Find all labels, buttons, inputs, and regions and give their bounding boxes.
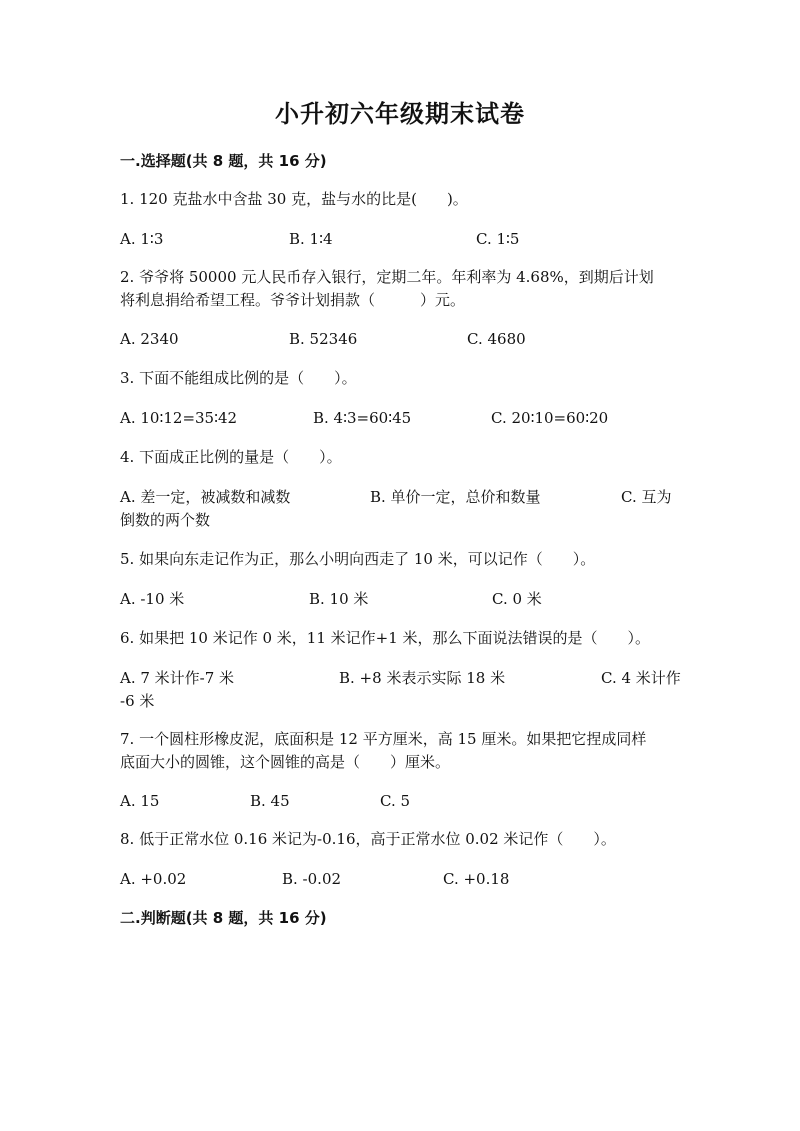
question-2-line-2: 将利息捐给希望工程。爷爷计划捐款（ ）元。 [120, 291, 466, 309]
question-5-option-a: A. -10 米 [120, 590, 185, 608]
question-4: 4. 下面成正比例的量是（ ）。 [120, 448, 342, 466]
question-4-option-a: A. 差一定，被减数和减数 [120, 488, 291, 506]
question-7-option-a: A. 15 [120, 792, 160, 810]
question-8: 8. 低于正常水位 0.16 米记为-0.16，高于正常水位 0.02 米记作（ ）。 [120, 830, 616, 848]
question-4-option-b: B. 单价一定，总价和数量 [370, 488, 541, 506]
question-5-option-c: C. 0 米 [492, 590, 542, 608]
question-5-option-b: B. 10 米 [309, 590, 369, 608]
question-3-option-b: B. 4∶3=60∶45 [313, 409, 412, 427]
question-6: 6. 如果把 10 米记作 0 米，11 米记作+1 米，那么下面说法错误的是（ ）。 [120, 629, 651, 647]
question-7-option-c: C. 5 [380, 792, 411, 810]
question-1-option-b: B. 1∶4 [289, 230, 333, 248]
question-1: 1. 120 克盐水中含盐 30 克，盐与水的比是( )。 [120, 190, 468, 208]
page-title: 小升初六年级期末试卷 [275, 99, 525, 128]
question-4-option-c-wrap: 倒数的两个数 [120, 511, 211, 529]
question-6-option-c: C. 4 米计作 [601, 669, 681, 687]
question-7-line-2: 底面大小的圆锥，这个圆锥的高是（ ）厘米。 [120, 753, 451, 771]
question-2-line-1: 2. 爷爷将 50000 元人民币存入银行，定期二年。年利率为 4.68%，到期后计划 [120, 268, 654, 286]
question-2-option-c: C. 4680 [467, 330, 526, 348]
question-3-option-c: C. 20∶10=60∶20 [491, 409, 609, 427]
question-1-option-a: A. 1∶3 [120, 230, 164, 248]
question-6-option-c-wrap: -6 米 [120, 692, 155, 710]
question-3: 3. 下面不能组成比例的是（ ）。 [120, 369, 357, 387]
question-4-option-c: C. 互为 [621, 488, 672, 506]
question-3-option-a: A. 10∶12=35∶42 [120, 409, 238, 427]
question-5: 5. 如果向东走记作为正，那么小明向西走了 10 米，可以记作（ ）。 [120, 550, 596, 568]
question-7-option-b: B. 45 [250, 792, 290, 810]
question-8-option-c: C. +0.18 [443, 870, 510, 888]
section-heading-choice: 一.选择题(共 8 题，共 16 分) [120, 152, 327, 170]
question-8-option-a: A. +0.02 [120, 870, 187, 888]
question-2-option-a: A. 2340 [120, 330, 179, 348]
question-7-line-1: 7. 一个圆柱形橡皮泥，底面积是 12 平方厘米，高 15 厘米。如果把它捏成同样 [120, 730, 647, 748]
question-2-option-b: B. 52346 [289, 330, 358, 348]
question-1-option-c: C. 1∶5 [476, 230, 520, 248]
question-6-option-a: A. 7 米计作-7 米 [120, 669, 235, 687]
question-6-option-b: B. +8 米表示实际 18 米 [339, 669, 506, 687]
question-8-option-b: B. -0.02 [282, 870, 342, 888]
section-heading-judgement: 二.判断题(共 8 题，共 16 分) [120, 909, 327, 927]
